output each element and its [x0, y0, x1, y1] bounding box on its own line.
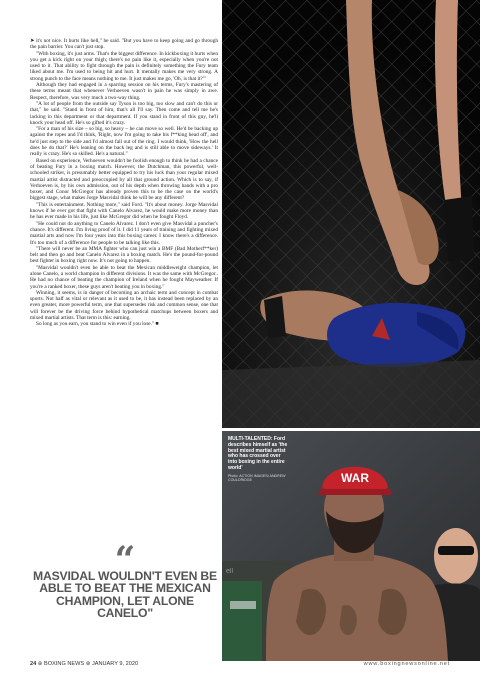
caption-credit: Photo: ACTION IMAGES/ ANDREW COULDRIDGE [228, 473, 286, 483]
separator-icon: ⊛ [85, 661, 91, 667]
caption-title: MULTI-TALENTED: Ford describes himself as 'the best mixed martial artist who has crossed over into boxing in the entire world' [228, 436, 288, 471]
cap-logo-text: WAR [341, 471, 369, 485]
pull-quote [30, 539, 220, 621]
article-paragraph: Based on experience, Verhoeven wouldn't be foolish enough to think he had a chance of beating Fury in a boxing match. However, the Dutchman, this powerful, well-schooled striker, is presumably better equipped to try his luck than your regular mixed martial artist distracted and preoccupied by all that ground action. Which is to say, if Verhoeven is, by his own admission, out of his depth when throwing hands with a pro boxer, and Conor McGregor has already proven this to be the case on the world's biggest stage, what makes Jorge Masvidal think he will be any different? [30, 157, 218, 202]
article-paragraph: So long as you earn, you stand to win even if you lose." ■ [36, 321, 159, 328]
article-paragraph: Winning, it seems, is in danger of becoming an archaic term and concept in combat sports. Not half as vital or relevant as it used to be, it has instead been replaced by an even greater, more powerful term, one that supersedes risk and common sense, one that will forever be the driving force behind hypothetical matchups between boxers and mixed martial artists. That term is this: earning. [30, 289, 218, 322]
pull-quote-text: MASVIDAL WOULDN'T EVEN BE ABLE TO BEAT THE MEXICAN CHAMPION, LET ALONE CANELO" [33, 569, 217, 621]
article-paragraph: "A lot of people from the outside say Tyson is too big, too slow and can't do this or that," he said. "Stand in front of him, that's all I'll say. Then come and tell me he's lacking in this department or that department. If you stand in front of this guy, he'll knock your head off. He's so gifted it's crazy. [30, 100, 218, 126]
article-paragraph: "There will never be an MMA fighter who can just win a BMF (Bad Motherf**ker) belt and then go and beat Canelo Alvarez in a boxing match. He's the pound-for-pound best fighter in boxing right now. It's not going to happen. [30, 245, 218, 265]
footer-left [30, 659, 138, 669]
article-paragraph: "With boxing, it's just arms. That's the biggest difference. In kickboxing it hurts when you get a kick right on your thigh; there's no pain like it, especially when you're not used to it. That ability to fight through the pain is definitely something the Fury team liked about me. I'm used to being hit and hurt. It mentally makes me very strong. A strong punch to the face means nothing to me. It just makes me go, 'Oh, is that it?'" [30, 50, 218, 82]
article-paragraph: "This is entertainment. Nothing more," said Ford. "It's about money. Jorge Masvidal knows if he ever got that fight with Canelo Alvarez, he would make more money than he has ever made in his life, just like McGregor did when he fought Floyd. [30, 201, 218, 221]
cage-fight-image [222, 0, 480, 428]
issue-date: JANUARY 9, 2020 [91, 661, 139, 667]
page-number: 24 [30, 661, 37, 667]
page-footer [30, 659, 450, 669]
article-paragraph: "He could not do anything to Canelo Alvarez. I don't even give Masvidal a puncher's chance. It's different. I'm living proof of it. I did 11 years of training and fighting mixed martial arts and now I'm four years into this boxing career. I know there's a difference. It's too much of a difference for people to be talking like this. [30, 220, 218, 246]
article-paragraph: "Masvidal wouldn't even be able to beat the Mexican middleweight champion, let alone Canelo, a world champion in different divisions. It was the same with McGregor.. He had no chance of beating the champion of Ireland when he fought Mayweather. If you're a ranked boxer, these guys aren't beating you in boxing." [30, 264, 218, 290]
article-paragraph: "For a man of his size – so big, so heavy – he can move so well. He'd be backing up against the ropes and I'd think, 'Right, now I'm going to take his f**king head off', and he'd just step to the side and I'd almost fall out of the ring. I would think, 'How the hell does he do that?' He's leaning on the back leg and is still able to move sideways.' It really is crazy. He's so skilled. He's a natural." [30, 126, 218, 158]
article-paragraph: ➤ it's not nice. It hurts like hell," he said. "But you have to keep going and go through the pain barrier. You can't just stop. [30, 38, 218, 51]
mma-cage-photo [222, 0, 480, 428]
svg-text:ell: ell [226, 568, 234, 575]
website-url[interactable]: www.boxingnewsonline.net [363, 661, 450, 667]
article-body [30, 38, 218, 328]
quote-mark-icon: “ [114, 539, 136, 581]
article-paragraph: Although they had engaged in a sparring session on his terms, Fury's mastering of these terms meant that whenever Verhoeven wasn't in pain he was simply in awe. Respect, therefore, was very much a two-way thing. [30, 82, 218, 101]
photo-caption [228, 437, 290, 483]
publication-name: BOXING NEWS [44, 661, 85, 667]
separator-icon: ⊛ [37, 661, 43, 667]
